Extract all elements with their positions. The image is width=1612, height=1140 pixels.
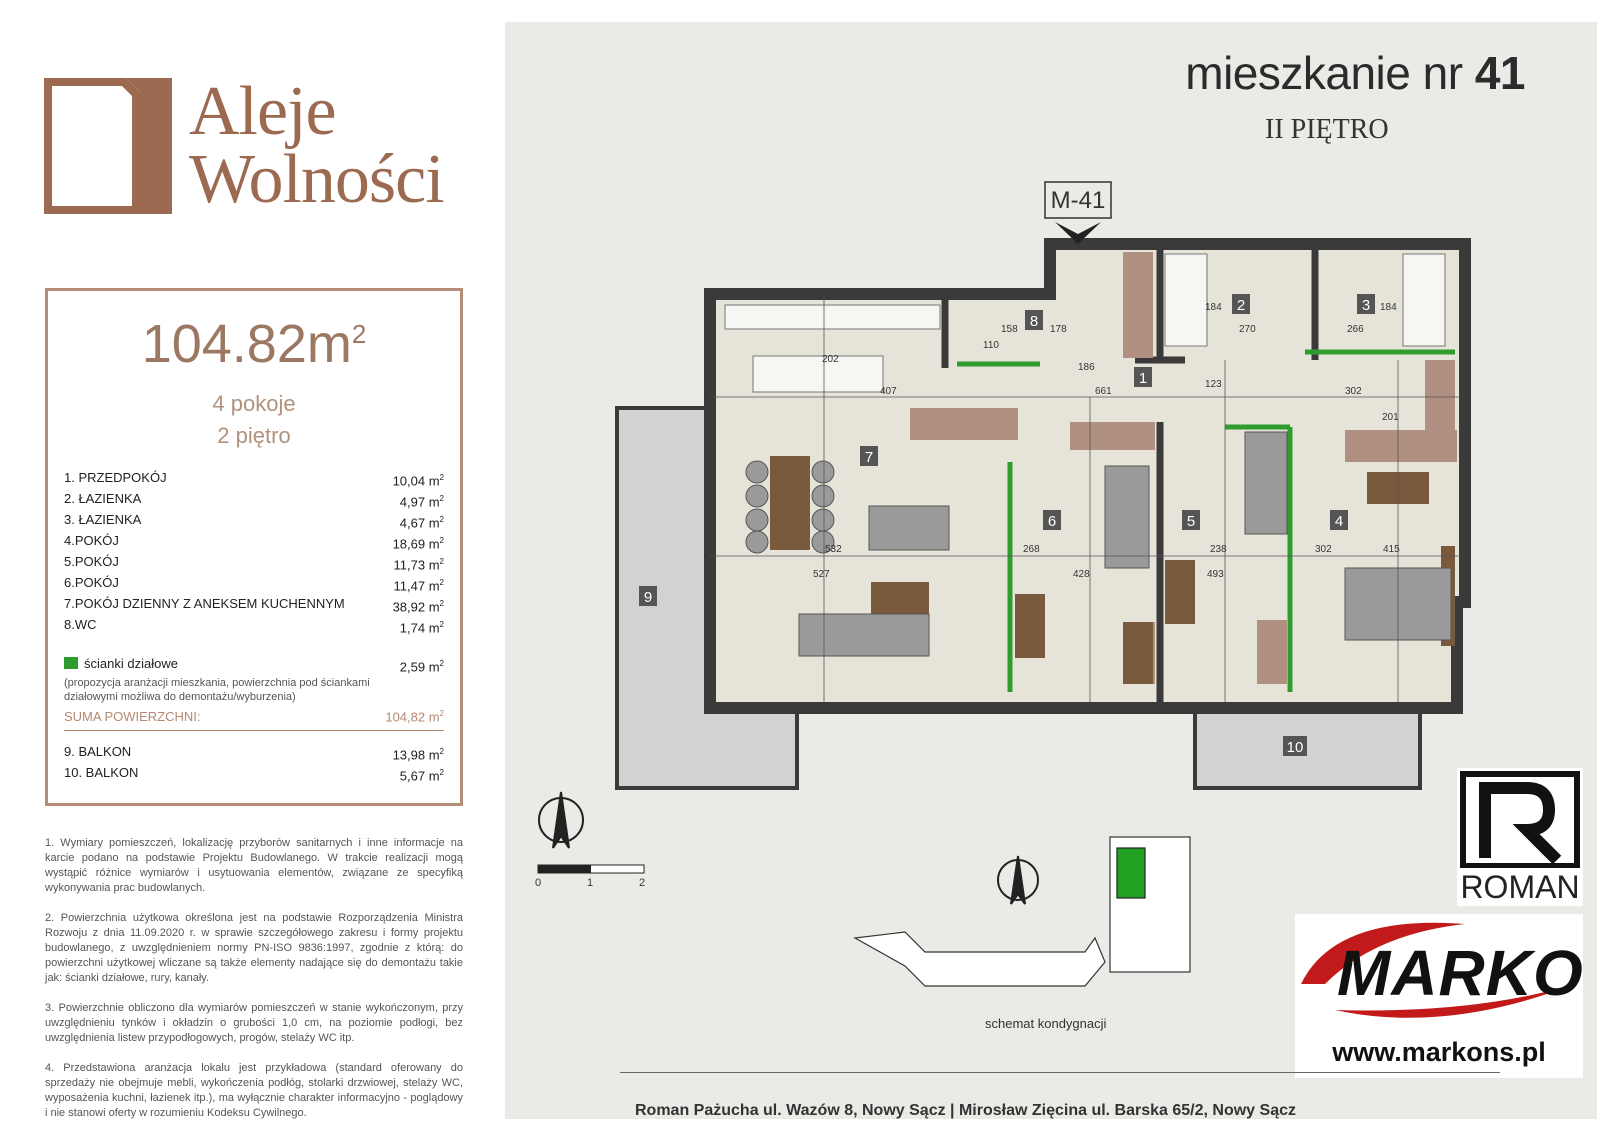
svg-text:202: 202 [822,354,839,365]
svg-text:270: 270 [1239,324,1256,335]
footnote: 2. Powierzchnia użytkowa określona jest na podstawie Rozporządzenia Ministra Rozwoju z dnia 11.09.2020 r. w sprawie szczegółowego zakresu i formy projektu budowlanego, z uwzględnieniem normy PN-ISO 9836:1997, zgodnie z którą: do powierzchni użytkowej wliczane są także elementy nadające się do demontażu takie jak: ścianki działowe, rury, kanały. [45,912,463,984]
balcony-area: 13,98 $m^2$ [392,747,444,763]
room-label: 7.POKÓJ DZIENNY Z ANEKSEM KUCHENNYM [64,596,345,611]
room-area: 38,92 $m^2$ [392,599,444,615]
room-row [64,488,444,509]
north-arrow-small-icon [998,856,1038,904]
floorplan-panel [505,22,1597,1119]
partition-walls [64,653,444,704]
partition-area: 2,59 $m^2$ [399,659,444,675]
roman-text: ROMAN [1460,869,1580,905]
rooms-count: 4 pokoje [212,391,296,416]
sum-label: SUMA POWIERZCHNI: [64,709,201,724]
room-number-6: 6 [1047,513,1057,530]
balcony-row [64,741,444,762]
partition-note: (propozycja aranżacji mieszkania, powierzchnia pod ściankami działowymi możliwa do demontażu/wyburzenia) [64,677,370,703]
marko-text: MARKO [1337,937,1584,1009]
brand-line-1: Aleje [189,73,336,150]
svg-text:493: 493 [1207,569,1224,580]
balcony-label: 10. BALKON [64,765,139,780]
total-area-unit: 2 [351,319,367,349]
scale-2: 2 [639,877,646,889]
balcony-row [64,762,444,783]
room-row [64,614,444,635]
marko-url: www.markons.pl [1332,1037,1546,1067]
room-number-2: 2 [1236,297,1246,314]
partition-label: ścianki działowe [84,656,178,671]
svg-text:158: 158 [1001,324,1018,335]
room-area: 4,97 $m^2$ [399,494,444,510]
sofa [799,614,929,656]
room-row [64,509,444,530]
room-label: 4.POKÓJ [64,533,119,548]
room-row [64,530,444,551]
scale-0: 0 [535,877,542,889]
svg-text:268: 268 [1023,544,1040,555]
floor-text: 2 piętro [217,423,291,448]
balcony-label: 9. BALKON [64,744,132,759]
svg-text:186: 186 [1078,362,1095,373]
brand-name [189,73,444,218]
partition-swatch [64,657,78,669]
footnote: 4. Przedstawiona aranżacja lokalu jest przykładowa (standard oferowany do sprzedaży nie obejmuje mebli, wykończenia podłóg, stolarki drzwiowej, stelaży WC, wyposażenia kuchni, łazienek itp.), ma wyłącznie charakter informacyjno - poglądowy i nie stanowi oferty w rozumieniu Kodeksu Cywilnego. [45,1062,463,1119]
room-area: 1,74 $m^2$ [399,620,444,636]
bathtub-3 [1403,254,1445,346]
scale-1: 1 [587,877,594,889]
title-prefix: mieszkanie nr [1185,47,1463,99]
room-number-10: 10 [1286,739,1304,756]
armchairs [869,506,949,550]
svg-text:184: 184 [1380,302,1397,313]
room-area: 4,67 $m^2$ [399,515,444,531]
apartment-number: 41 [1474,47,1525,99]
marko-logo [1295,914,1583,1078]
footnote: 3. Powierzchnie obliczono dla wymiarów pomieszczeń w stanie wykończonym, przy uwzględnieniu tynków i okładzin o grubości 1,0 cm, na poziomie podłogi, bez uwzględnienia listew przypodłogowych, progów, stelaży WC itp. [45,1002,463,1044]
total-area [48,313,460,375]
bathtub-2 [1165,254,1207,346]
floor-label: II PIĘTRO [1265,114,1389,145]
room-label: 2. ŁAZIENKA [64,491,142,506]
svg-text:415: 415 [1383,544,1400,555]
svg-text:302: 302 [1315,544,1332,555]
svg-text:184: 184 [1205,302,1222,313]
room-number-5: 5 [1186,513,1196,530]
svg-text:123: 123 [1205,379,1222,390]
schema-label: schemat kondygnacji [985,1016,1107,1031]
room-label: 6.POKÓJ [64,575,119,590]
room-label: 3. ŁAZIENKA [64,512,142,527]
room-row [64,551,444,572]
kitchen-counter [725,305,940,329]
room-number-4: 4 [1334,513,1344,530]
area-sum [64,709,444,731]
brand-logo [44,73,484,228]
floor-schema [855,837,1190,986]
partition-row [64,653,444,674]
sum-value: 104,82 $m^2$ [385,709,444,725]
svg-text:428: 428 [1073,569,1090,580]
scale-bar [535,865,645,889]
footer-divider [620,1072,1500,1073]
rooms-list [64,467,444,635]
footnote: 1. Wymiary pomieszczeń, lokalizację przyborów sanitarnych i inne informacje na karcie podano na podstawie Projektu Budowlanego. W trakcie realizacji mogą wystąpić różnice wymiarów i usytuowania elementów, związane ze specyfiką wykonywania prac budowlanych. [45,837,463,894]
balcony-area: 5,67 $m^2$ [399,768,444,784]
svg-text:661: 661 [1095,386,1112,397]
room-area: 18,69 $m^2$ [392,536,444,552]
apartment-summary-card [45,288,463,806]
room-label: 5.POKÓJ [64,554,119,569]
roman-logo [1457,768,1583,906]
svg-text:201: 201 [1382,412,1399,423]
kitchen-island [753,356,883,392]
room-number-9: 9 [643,589,653,606]
north-arrow-icon [539,792,583,848]
room-number-8: 8 [1029,313,1039,330]
room-area: 11,73 $m^2$ [393,557,444,573]
room-number-1: 1 [1138,370,1148,387]
entrance-marker [1045,182,1111,244]
svg-text:238: 238 [1210,544,1227,555]
room-number-3: 3 [1361,297,1371,314]
svg-text:178: 178 [1050,324,1067,335]
svg-text:527: 527 [813,569,830,580]
brand-line-2: Wolności [189,141,444,218]
room-area: 10,04 $m^2$ [392,473,444,489]
entrance-tag: M-41 [1050,187,1106,214]
balconies-list [64,741,444,783]
room-row [64,467,444,488]
room-label: 8.WC [64,617,97,632]
svg-text:266: 266 [1347,324,1364,335]
svg-text:110: 110 [983,340,999,351]
room-area: 11,47 $m^2$ [393,578,444,594]
room-row [64,593,444,614]
total-area-value: 104.82m [141,314,352,374]
room-number-7: 7 [864,449,874,466]
svg-text:407: 407 [880,386,897,397]
partition-label-wrap [64,653,178,674]
brand-mark-icon [44,78,172,214]
roman-mark-icon [1457,768,1583,868]
footnotes [45,836,463,1136]
room-label: 1. PRZEDPOKÓJ [64,470,167,485]
footer-contacts: Roman Pażucha ul. Wazów 8, Nowy Sącz | Mirosław Zięcina ul. Barska 65/2, Nowy Sącz [635,1102,1296,1119]
balcony-10 [1195,712,1420,788]
svg-text:302: 302 [1345,386,1362,397]
room-row [64,572,444,593]
svg-text:532: 532 [825,544,842,555]
